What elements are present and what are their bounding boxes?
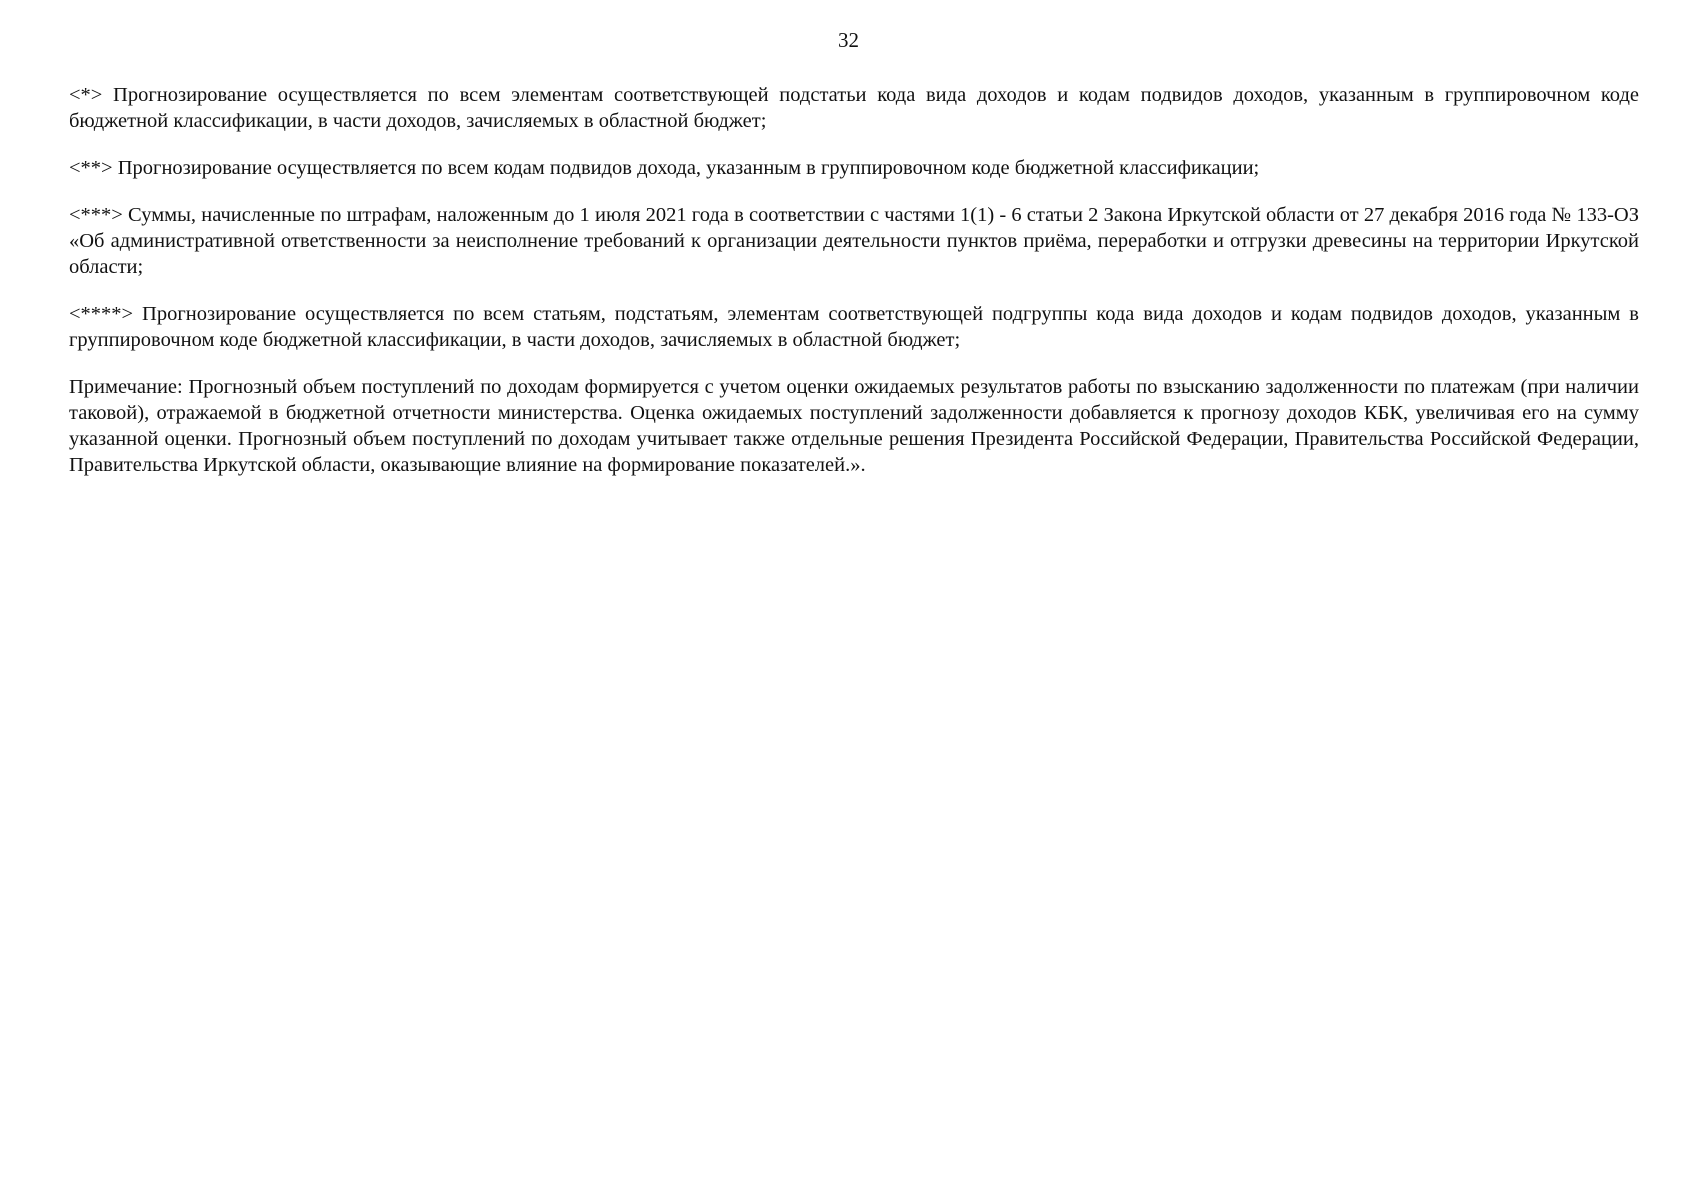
document-body xyxy=(69,82,1639,499)
page-number: 32 xyxy=(838,28,859,52)
note-paragraph: Примечание: Прогнозный объем поступлений по доходам формируется с учетом оценки ожидаемых результатов работы по взысканию задолженности по платежам (при наличии таковой), отражаемой в бюджетной отчетности министерства. Оценка ожидаемых поступлений задолженности добавляется к прогнозу доходов КБК, увеличивая его на сумму указанной оценки. Прогнозный объем поступлений по доходам учитывает также отдельные решения Президента Российской Федерации, Правительства Российской Федерации, Правительства Иркутской области, оказывающие влияние на формирование показателей.». xyxy=(69,376,1639,476)
footnote-4: <****> Прогнозирование осуществляется по всем статьям, подстатьям, элементам соответствующей подгруппы кода вида доходов и кодам подвидов доходов, указанным в группировочном коде бюджетной классификации, в части доходов, зачисляемых в областной бюджет; xyxy=(69,303,1639,351)
footnote-2: <**> Прогнозирование осуществляется по всем кодам подвидов дохода, указанным в группировочном коде бюджетной классификации; xyxy=(69,157,1260,179)
footnote-3: <***> Суммы, начисленные по штрафам, наложенным до 1 июля 2021 года в соответствии с частями 1(1) - 6 статьи 2 Закона Иркутской области от 27 декабря 2016 года № 133-ОЗ «Об административной ответственности за неисполнение требований к организации деятельности пунктов приёма, переработки и отгрузки древесины на территории Иркутской области; xyxy=(69,204,1639,278)
footnote-1: <*> Прогнозирование осуществляется по всем элементам соответствующей подстатьи кода вида доходов и кодам подвидов доходов, указанным в группировочном коде бюджетной классификации, в части доходов, зачисляемых в областной бюджет; xyxy=(69,84,1639,132)
